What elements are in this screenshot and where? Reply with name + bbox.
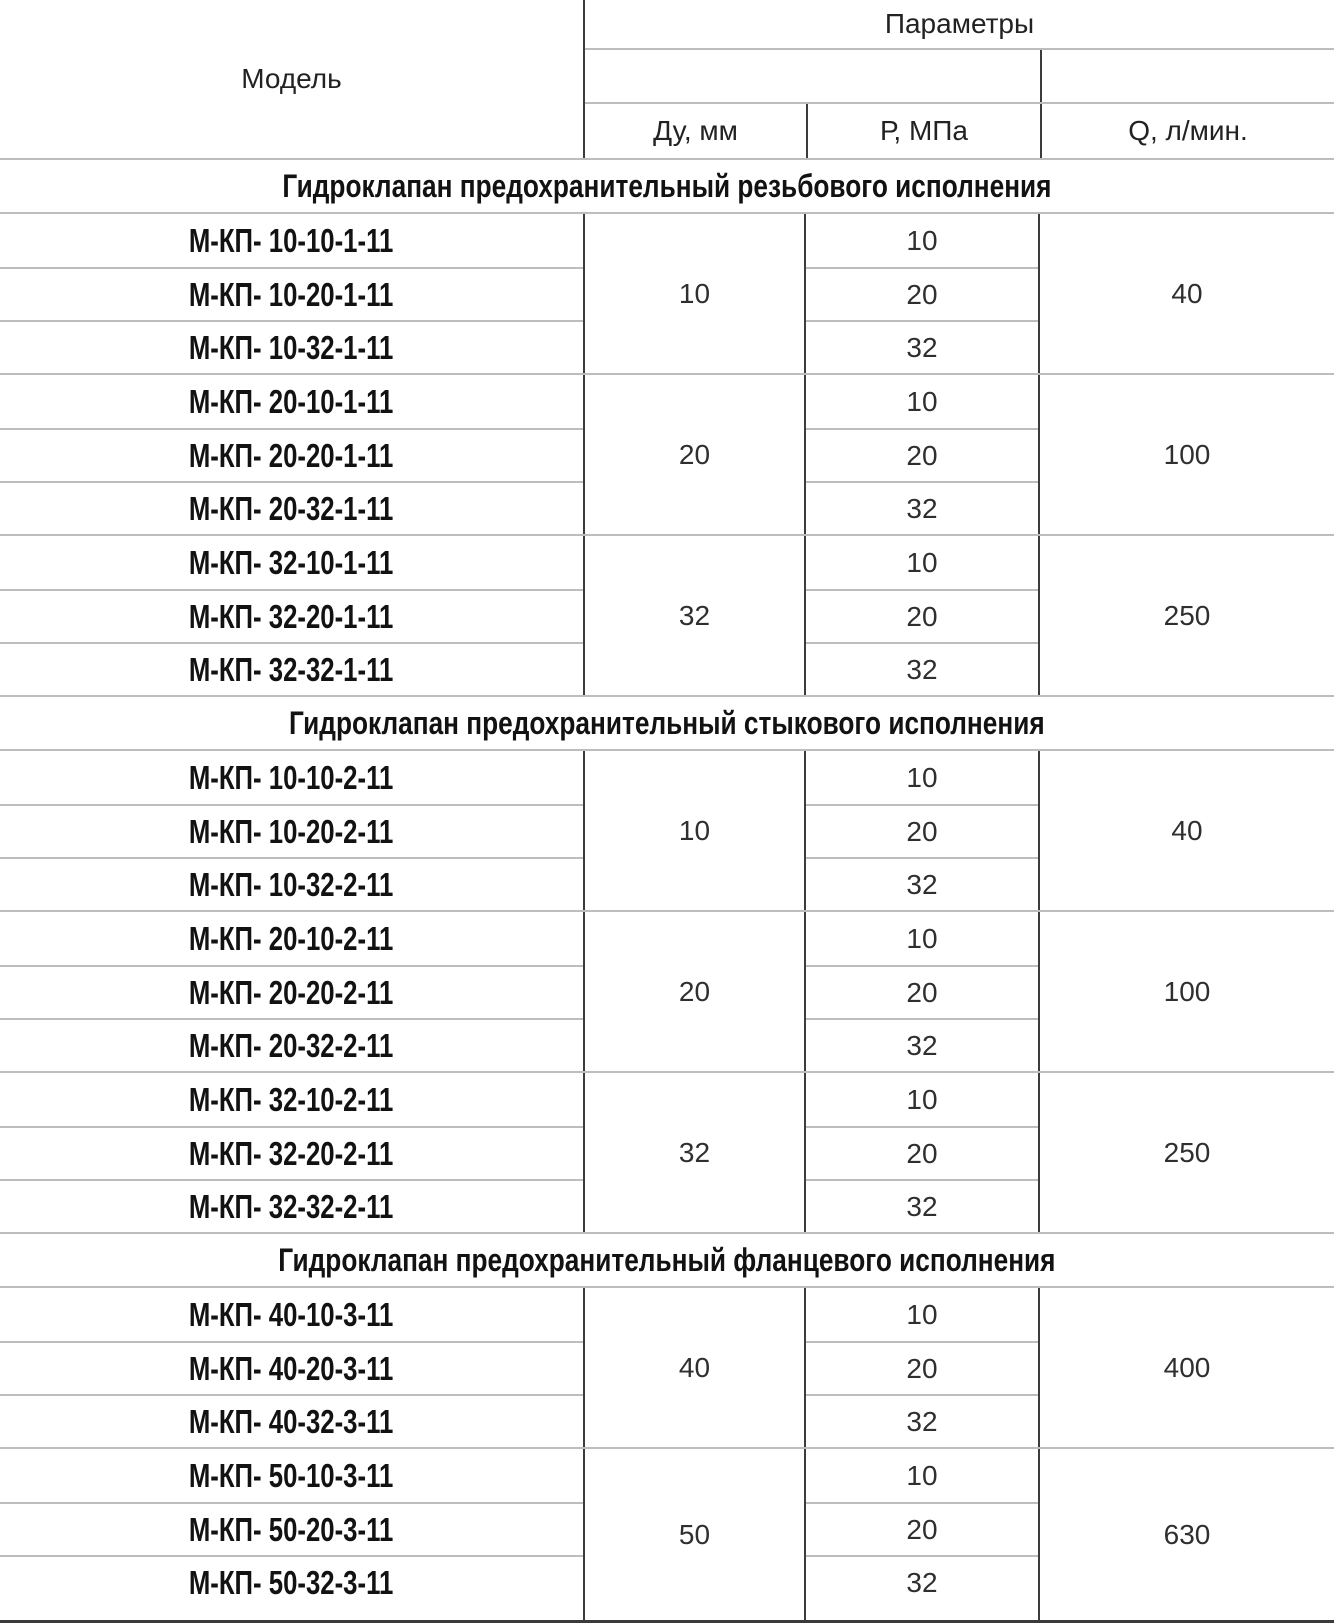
section-title <box>0 1232 1334 1288</box>
section-threaded <box>0 158 1334 695</box>
flow-value-cell: 250 <box>1038 536 1334 695</box>
header-model-label: Модель <box>241 63 342 94</box>
du-value-cell: 50 <box>583 1449 804 1620</box>
du-value-cell: 32 <box>583 1073 804 1232</box>
section-title <box>0 158 1334 214</box>
pressure-cell: 20 <box>806 965 1038 1018</box>
model-group <box>0 751 1334 910</box>
model-column <box>0 1449 583 1620</box>
du-value-cell: 32 <box>583 536 804 695</box>
header-empty-cell <box>1040 50 1334 102</box>
model-cell: М-КП- 20-10-1-11 <box>189 382 394 420</box>
model-cell: М-КП- 32-10-1-11 <box>189 543 394 581</box>
du-value-cell: 10 <box>583 751 804 910</box>
section-title-text: Гидроклапан предохранительный резьбового исполнения <box>282 167 1052 204</box>
flow-value-cell: 40 <box>1038 214 1334 373</box>
pressure-column <box>804 751 1038 910</box>
flow-value-cell: 630 <box>1038 1449 1334 1620</box>
model-cell: М-КП- 32-20-1-11 <box>0 589 583 642</box>
model-cell: М-КП- 50-20-3-11 <box>0 1502 583 1555</box>
pressure-column <box>804 214 1038 373</box>
pressure-cell: 32 <box>806 1018 1038 1071</box>
model-column <box>0 214 583 373</box>
du-value-cell: 10 <box>583 214 804 373</box>
model-cell: М-КП- 20-32-2-11 <box>0 1018 583 1071</box>
model-group <box>0 373 1334 534</box>
pressure-column <box>804 536 1038 695</box>
header-du-label: Ду, мм <box>653 115 738 146</box>
pressure-cell: 20 <box>806 804 1038 857</box>
model-cell: М-КП- 10-10-2-11 <box>189 758 394 796</box>
header-pressure-label: Р, МПа <box>806 104 1040 158</box>
header-empty-band <box>585 50 1334 104</box>
model-cell: М-КП- 10-20-2-11 <box>0 804 583 857</box>
table-bottom-rule <box>0 1620 1334 1623</box>
model-column <box>0 536 583 695</box>
du-value-cell: 20 <box>583 912 804 1071</box>
model-cell: М-КП- 20-20-1-11 <box>0 428 583 481</box>
model-cell: М-КП- 20-32-1-11 <box>0 481 583 534</box>
model-group <box>0 214 1334 373</box>
section-flange <box>0 1232 1334 1620</box>
model-cell: М-КП- 32-10-2-11 <box>189 1080 394 1118</box>
pressure-cell: 10 <box>906 224 938 256</box>
pressure-cell: 32 <box>806 481 1038 534</box>
model-column <box>0 1288 583 1447</box>
du-value-cell: 20 <box>583 375 804 534</box>
pressure-cell: 20 <box>806 428 1038 481</box>
section-title <box>0 695 1334 751</box>
pressure-column <box>804 912 1038 1071</box>
pressure-cell: 20 <box>806 1341 1038 1394</box>
pressure-cell: 32 <box>806 320 1038 373</box>
model-cell: М-КП- 32-32-1-11 <box>0 642 583 695</box>
model-cell: М-КП- 20-10-2-11 <box>189 919 394 957</box>
model-group <box>0 1447 1334 1620</box>
pressure-cell: 32 <box>806 1394 1038 1447</box>
model-column <box>0 1073 583 1232</box>
pressure-column <box>804 1073 1038 1232</box>
model-cell: М-КП- 40-10-3-11 <box>189 1295 394 1333</box>
table-header <box>0 0 1334 158</box>
model-cell: М-КП- 10-10-1-11 <box>189 221 394 259</box>
pressure-cell: 10 <box>906 546 938 578</box>
flow-value-cell: 100 <box>1038 375 1334 534</box>
header-flow-label: Q, л/мин. <box>1040 104 1334 158</box>
header-params-region <box>583 0 1334 158</box>
model-cell: М-КП- 10-20-1-11 <box>0 267 583 320</box>
pressure-column <box>804 375 1038 534</box>
pressure-cell: 10 <box>906 1083 938 1115</box>
model-cell: М-КП- 50-10-3-11 <box>189 1456 394 1494</box>
model-cell: М-КП- 50-32-3-11 <box>0 1555 583 1608</box>
pressure-cell: 20 <box>806 1126 1038 1179</box>
flow-value-cell: 400 <box>1038 1288 1334 1447</box>
header-empty-cell <box>585 50 1040 102</box>
model-column <box>0 912 583 1071</box>
pressure-cell: 20 <box>806 589 1038 642</box>
model-cell: М-КП- 32-32-2-11 <box>0 1179 583 1232</box>
pressure-cell: 10 <box>906 761 938 793</box>
model-group <box>0 910 1334 1071</box>
pressure-cell: 32 <box>806 857 1038 910</box>
section-stacking <box>0 695 1334 1232</box>
model-cell: М-КП- 40-20-3-11 <box>0 1341 583 1394</box>
pressure-cell: 10 <box>906 1298 938 1330</box>
pressure-cell: 10 <box>906 385 938 417</box>
flow-value-cell: 250 <box>1038 1073 1334 1232</box>
model-column <box>0 375 583 534</box>
header-subcolumns <box>585 104 1334 158</box>
model-group <box>0 1288 1334 1447</box>
model-cell: М-КП- 40-32-3-11 <box>0 1394 583 1447</box>
pressure-cell: 20 <box>806 1502 1038 1555</box>
pressure-cell: 32 <box>806 1555 1038 1608</box>
flow-value-cell: 40 <box>1038 751 1334 910</box>
pressure-cell: 20 <box>806 267 1038 320</box>
pressure-cell: 32 <box>806 1179 1038 1232</box>
header-params-label: Параметры <box>585 0 1334 50</box>
model-cell: М-КП- 32-20-2-11 <box>0 1126 583 1179</box>
model-cell: М-КП- 10-32-2-11 <box>0 857 583 910</box>
model-cell: М-КП- 20-20-2-11 <box>0 965 583 1018</box>
pressure-cell: 10 <box>906 922 938 954</box>
model-column <box>0 751 583 910</box>
model-group <box>0 1071 1334 1232</box>
pressure-column <box>804 1449 1038 1620</box>
du-value-cell: 40 <box>583 1288 804 1447</box>
pressure-cell: 32 <box>806 642 1038 695</box>
pressure-cell: 10 <box>906 1459 938 1491</box>
section-title-text: Гидроклапан предохранительный фланцевого исполнения <box>278 1241 1056 1278</box>
pressure-column <box>804 1288 1038 1447</box>
flow-value-cell: 100 <box>1038 912 1334 1071</box>
model-group <box>0 534 1334 695</box>
section-title-text: Гидроклапан предохранительный стыкового исполнения <box>289 704 1045 741</box>
model-cell: М-КП- 10-32-1-11 <box>0 320 583 373</box>
